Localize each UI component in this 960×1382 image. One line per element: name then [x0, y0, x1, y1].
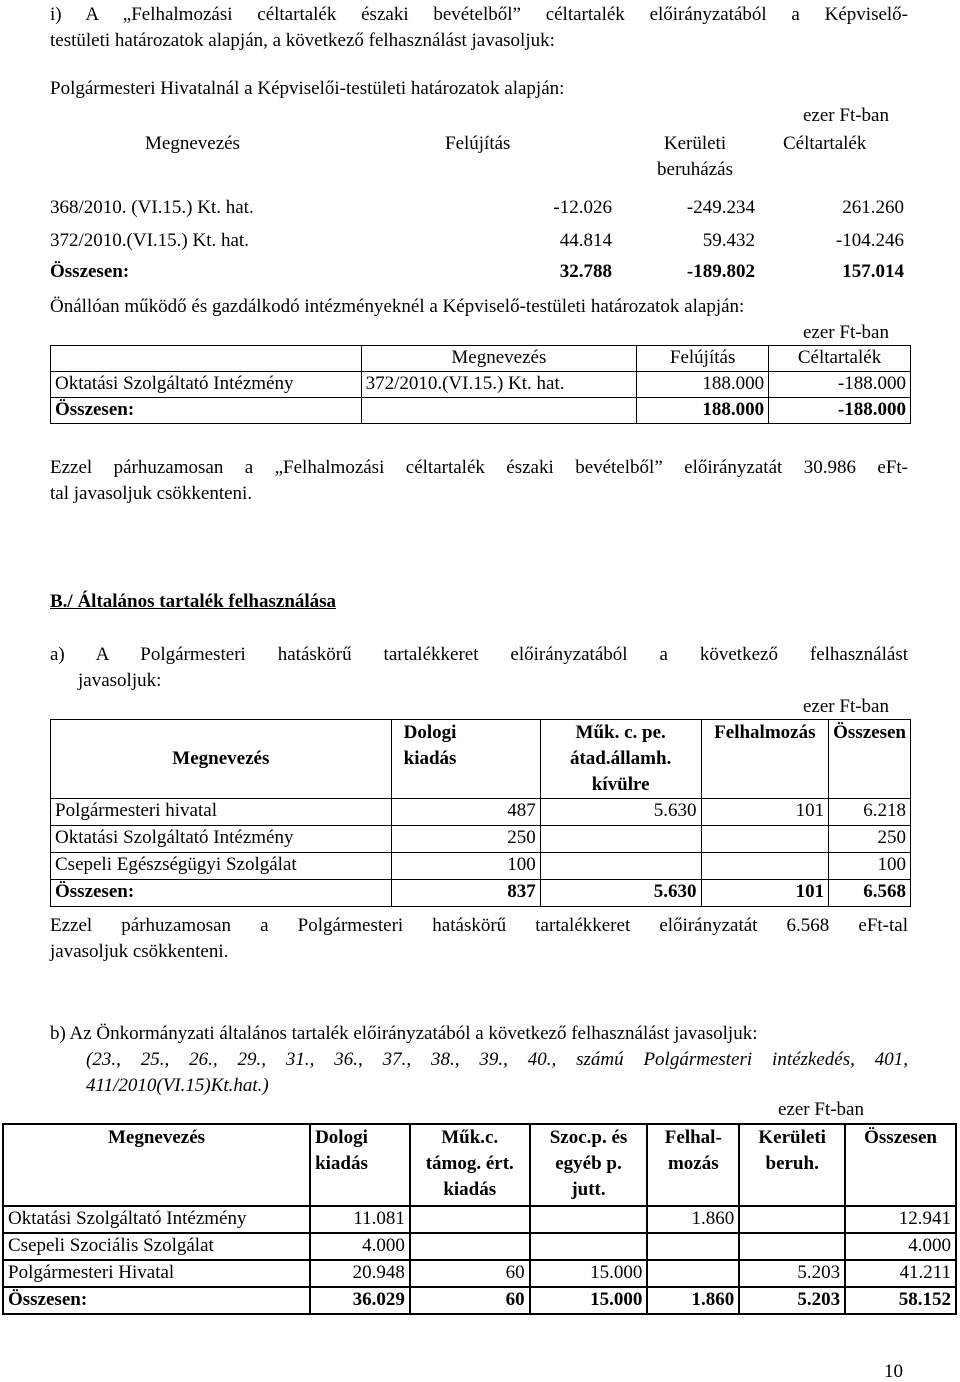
t4-row3-name: Polgármesteri Hivatal — [3, 1260, 310, 1287]
t4-header-dologi-l1: Dologi — [315, 1127, 368, 1148]
t3-row1-dologi: 487 — [391, 799, 540, 826]
t2-row1-name: Oktatási Szolgáltató Intézmény — [51, 372, 362, 398]
t3-header-dologi — [391, 720, 540, 799]
t3-header-felhalmozas: Felhalmozás — [701, 720, 829, 799]
t3-row2-dologi: 250 — [391, 826, 540, 853]
t4-header-ker-l1: Kerületi — [758, 1127, 826, 1148]
t4-header-felh — [647, 1124, 739, 1206]
t1-header-felujitas: Felújítás — [445, 133, 511, 154]
intro-line-2: testületi határozatok alapján, a következő felhasználást javasoljuk: — [50, 30, 555, 51]
t4-header-muk-l2: támog. ért. — [425, 1153, 514, 1174]
t1-row1-felujitas: -12.026 — [553, 197, 612, 218]
table-row — [51, 372, 911, 398]
t4-row1-name: Oktatási Szolgáltató Intézmény — [3, 1206, 310, 1233]
t2-header-blank — [51, 346, 362, 372]
t4-total-label: Összesen: — [3, 1287, 310, 1314]
para2-line-1: Ezzel párhuzamosan a Polgármesteri hatáskörű tartalékkeret előirányzatát 6.568 eFt-tal — [50, 915, 908, 936]
t4-row2-ker — [739, 1233, 845, 1260]
t4-row2-szoc — [530, 1233, 648, 1260]
unit-label-2: ezer Ft-ban — [803, 322, 889, 343]
part-b-line-2: (23., 25., 26., 29., 31., 36., 37., 38., 39., 40., számú Polgármesteri intézkedés, 401, — [86, 1049, 908, 1070]
table-row — [3, 1260, 956, 1287]
t2-total-celtartalek: -188.000 — [769, 398, 911, 424]
t1-row1-celtartalek: 261.260 — [842, 197, 904, 218]
t4-row1-osszesen: 12.941 — [845, 1206, 956, 1233]
t1-row2-celtartalek: -104.246 — [835, 230, 904, 251]
t3-row2-felhalmozas — [701, 826, 829, 853]
table-row — [51, 398, 911, 424]
page-number: 10 — [884, 1361, 903, 1382]
t4-header-muk-l1: Műk.c. — [441, 1127, 499, 1148]
table2 — [50, 345, 911, 424]
t1-header-megnevezes: Megnevezés — [145, 133, 240, 154]
t2-row1-hat: 372/2010.(VI.15.) Kt. hat. — [361, 372, 637, 398]
t2-total-label: Összesen: — [51, 398, 362, 424]
t4-row2-osszesen: 4.000 — [845, 1233, 956, 1260]
t3-total-label: Összesen: — [51, 880, 392, 907]
t4-row3-felh — [647, 1260, 739, 1287]
table-row — [51, 799, 911, 826]
t3-row1-name: Polgármesteri hivatal — [51, 799, 392, 826]
t3-row3-osszesen: 100 — [829, 853, 911, 880]
t3-header-megnevezes: Megnevezés — [51, 720, 392, 799]
t2-total-blank — [361, 398, 637, 424]
section2-label: Önállóan működő és gazdálkodó intézményeknél a Képviselő-testületi határozatok alapján: — [50, 296, 745, 317]
intro-line-1: i) A „Felhalmozási céltartalék északi bevételből” céltartalék előirányzatából a Képviselő- — [50, 4, 908, 25]
unit-label-4: ezer Ft-ban — [778, 1099, 864, 1120]
t4-header-felh-l1: Felhal- — [664, 1127, 722, 1148]
t2-row1-felujitas: 188.000 — [637, 372, 769, 398]
table-row — [51, 826, 911, 853]
t3-row3-muk — [540, 853, 701, 880]
t3-header-dologi-l1: Dologi — [403, 722, 457, 743]
t3-header-muk — [540, 720, 701, 799]
t1-header-kerueleti: Kerületi beruházás — [657, 133, 733, 180]
t4-row1-ker — [739, 1206, 845, 1233]
t4-header-szoc — [530, 1124, 648, 1206]
t4-row3-szoc: 15.000 — [530, 1260, 648, 1287]
para2-line-2: javasoljuk csökkenteni. — [50, 941, 229, 962]
t3-row2-name: Oktatási Szolgáltató Intézmény — [51, 826, 392, 853]
t4-row1-dologi: 11.081 — [310, 1206, 410, 1233]
t4-row1-muk — [410, 1206, 530, 1233]
t3-row1-muk: 5.630 — [540, 799, 701, 826]
t1-row1-keruleti: -249.234 — [686, 197, 755, 218]
t1-row2-felujitas: 44.814 — [559, 230, 612, 251]
t4-header-felh-l2: mozás — [667, 1153, 719, 1174]
t3-row3-name: Csepeli Egészségügyi Szolgálat — [51, 853, 392, 880]
t4-total-muk: 60 — [410, 1287, 530, 1314]
t3-header-osszesen: Összesen — [829, 720, 911, 799]
t2-header-felujitas: Felújítás — [637, 346, 769, 372]
table-row — [3, 1233, 956, 1260]
part-b-line-1: b) Az Önkormányzati általános tartalék előirányzatából a következő felhasználást javasoljuk: — [50, 1023, 758, 1044]
t4-row1-szoc — [530, 1206, 648, 1233]
t1-row1-name: 368/2010. (VI.15.) Kt. hat. — [50, 197, 254, 218]
t4-header-muk — [410, 1124, 530, 1206]
part-a-line-1: a) A Polgármesteri hatáskörű tartalékkeret előirányzatából a következő felhasználást — [50, 644, 908, 665]
t3-row3-felhalmozas — [701, 853, 829, 880]
part-b-line-3: 411/2010(VI.15)Kt.hat.) — [86, 1075, 269, 1096]
t4-row2-muk — [410, 1233, 530, 1260]
t4-header-osszesen: Összesen — [845, 1124, 956, 1206]
table4 — [2, 1123, 957, 1315]
t1-row2-keruleti: 59.432 — [702, 230, 755, 251]
t1-header-celtartalek: Céltartalék — [783, 133, 867, 154]
part-a-line-2: javasoljuk: — [78, 670, 162, 691]
t4-header-megnevezes: Megnevezés — [3, 1124, 310, 1206]
t3-total-osszesen: 6.568 — [829, 880, 911, 907]
t2-row1-celtartalek: -188.000 — [769, 372, 911, 398]
t4-row2-name: Csepeli Szociális Szolgálat — [3, 1233, 310, 1260]
t4-header-muk-l3: kiadás — [443, 1179, 497, 1200]
t3-total-muk: 5.630 — [540, 880, 701, 907]
t4-header-dologi — [310, 1124, 410, 1206]
t3-row1-osszesen: 6.218 — [829, 799, 911, 826]
t4-total-dologi: 36.029 — [310, 1287, 410, 1314]
t4-row2-dologi: 4.000 — [310, 1233, 410, 1260]
t4-row1-felh: 1.860 — [647, 1206, 739, 1233]
t4-header-ker-l2: beruh. — [765, 1153, 819, 1174]
t1-total-felujitas: 32.788 — [559, 261, 612, 282]
table-row — [51, 880, 911, 907]
table3 — [50, 719, 911, 907]
t3-total-dologi: 837 — [391, 880, 540, 907]
t3-row2-muk — [540, 826, 701, 853]
unit-label-1: ezer Ft-ban — [803, 105, 889, 126]
t1-total-label: Összesen: — [50, 261, 130, 282]
para1-line-2: tal javasoljuk csökkenteni. — [50, 483, 253, 504]
t1-row2-name: 372/2010.(VI.15.) Kt. hat. — [50, 230, 249, 251]
t3-header-dologi-l2: kiadás — [403, 748, 457, 769]
unit-label-3: ezer Ft-ban — [803, 696, 889, 717]
table-row — [3, 1206, 956, 1233]
t1-total-keruleti: -189.802 — [686, 261, 755, 282]
t4-header-szoc-l3: jutt. — [571, 1179, 606, 1200]
t4-row2-felh — [647, 1233, 739, 1260]
t3-row1-felhalmozas: 101 — [701, 799, 829, 826]
t4-total-szoc: 15.000 — [530, 1287, 648, 1314]
table-row — [3, 1287, 956, 1314]
table-row — [51, 853, 911, 880]
t2-header-megnevezes: Megnevezés — [361, 346, 637, 372]
t2-header-celtartalek: Céltartalék — [769, 346, 911, 372]
t4-row3-muk: 60 — [410, 1260, 530, 1287]
t2-total-felujitas: 188.000 — [637, 398, 769, 424]
t4-row3-ker: 5.203 — [739, 1260, 845, 1287]
t4-header-ker — [739, 1124, 845, 1206]
t3-total-felhalmozas: 101 — [701, 880, 829, 907]
t4-row3-osszesen: 41.211 — [845, 1260, 956, 1287]
t4-total-osszesen: 58.152 — [845, 1287, 956, 1314]
t3-header-muk-l1: Műk. c. pe. — [575, 722, 666, 743]
t4-header-szoc-l2: egyéb p. — [555, 1153, 622, 1174]
t3-header-muk-l2: átad.államh. — [569, 748, 672, 769]
t4-total-ker: 5.203 — [739, 1287, 845, 1314]
t3-row3-dologi: 100 — [391, 853, 540, 880]
heading-b: B./ Általános tartalék felhasználása — [50, 591, 337, 612]
section-label: Polgármesteri Hivatalnál a Képviselői-testületi határozatok alapján: — [50, 78, 565, 99]
para1-line-1: Ezzel párhuzamosan a „Felhalmozási céltartalék északi bevételből” előirányzatát 30.986 eFt- — [50, 457, 908, 478]
t4-header-szoc-l1: Szoc.p. és — [549, 1127, 628, 1148]
t4-row3-dologi: 20.948 — [310, 1260, 410, 1287]
t3-header-muk-l3: kívülre — [591, 774, 650, 795]
t4-total-felh: 1.860 — [647, 1287, 739, 1314]
t3-row2-osszesen: 250 — [829, 826, 911, 853]
t4-header-dologi-l2: kiadás — [315, 1153, 368, 1174]
t1-total-celtartalek: 157.014 — [842, 261, 904, 282]
